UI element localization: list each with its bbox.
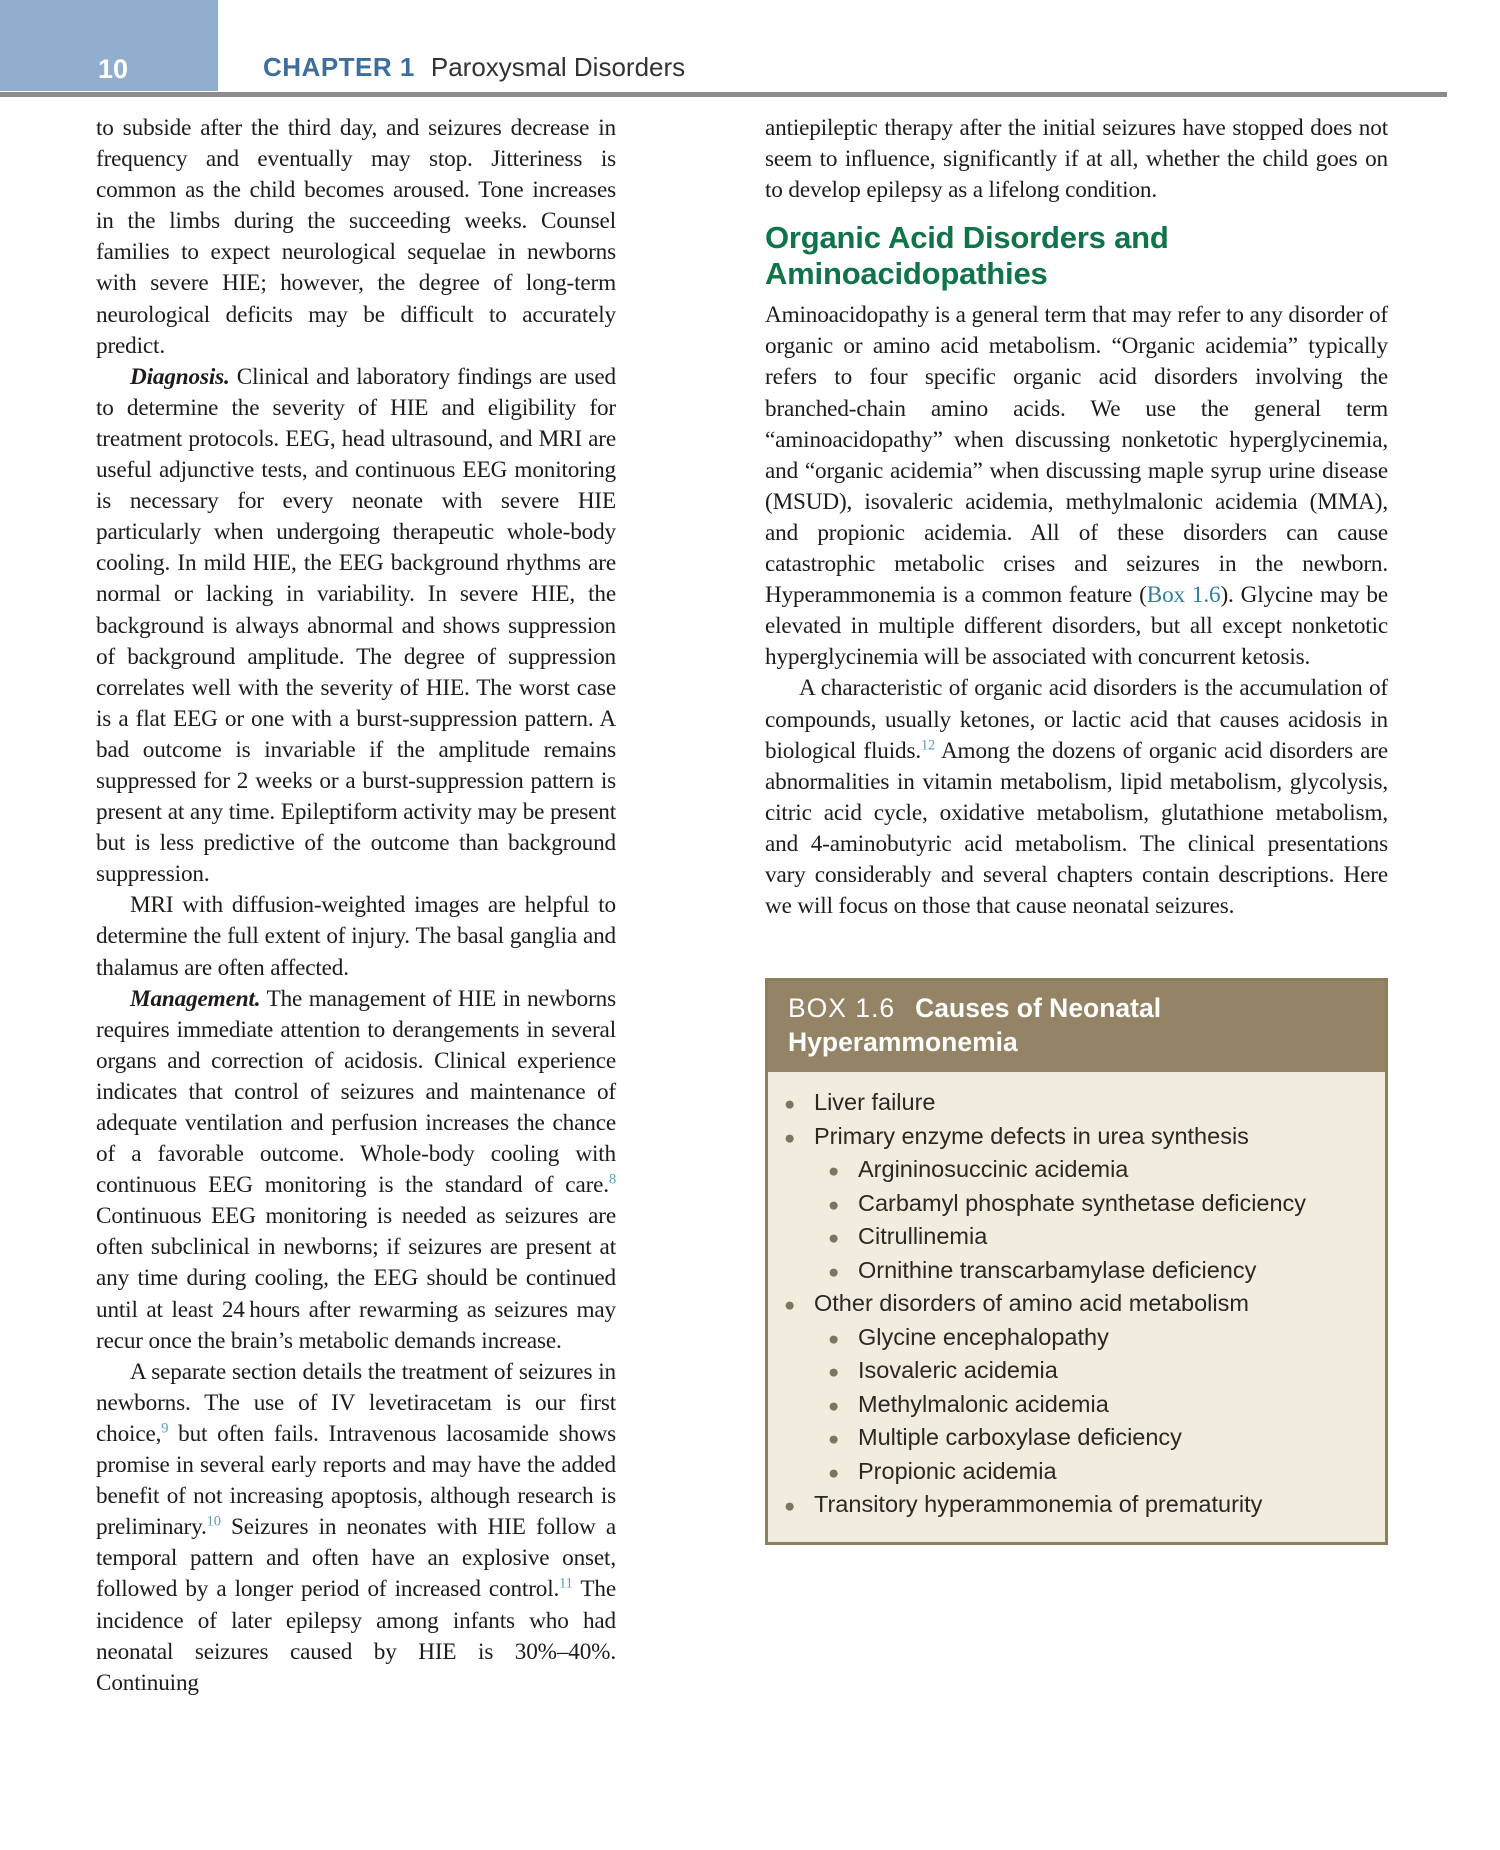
bullet-icon: ● xyxy=(784,1093,796,1115)
list-item xyxy=(768,1153,1369,1187)
paragraph-antiepileptic: antiepileptic therapy after the initial seizures have stopped does not seem to influence, significantly if at all, whether the child goes on to develop epilepsy as a lifelong condition. xyxy=(765,115,1388,204)
list-item xyxy=(768,1287,1369,1321)
box-1-6 xyxy=(765,978,1388,1545)
list-item-label: Argininosuccinic acidemia xyxy=(858,1156,1129,1183)
management-text-1: The management of HIE in newborns requires immediate attention to derangements in several organs and correction of acidosis. Clinical experience indicates that control of seizures and maintenance of adequate ventilation and perfusion increases the chance of a favorable outcome. Whole-body cooling with continuous EEG monitoring is the standard of care. xyxy=(96,985,616,1199)
paragraph-treatment xyxy=(96,1357,616,1699)
page-number-block xyxy=(0,0,218,91)
list-item xyxy=(768,1421,1369,1455)
running-header xyxy=(263,52,685,83)
bullet-icon: ● xyxy=(828,1260,840,1282)
list-item xyxy=(768,1488,1369,1522)
reference-11[interactable]: 11 xyxy=(559,1575,573,1592)
chapter-title: Paroxysmal Disorders xyxy=(430,52,686,82)
bullet-icon: ● xyxy=(828,1461,840,1483)
treatment-text-1: A separate section details the treatment of seizures in newborns. The use of IV levetiracetam is our first choice, xyxy=(96,1358,616,1447)
bullet-icon: ● xyxy=(828,1361,840,1383)
characteristic-text-2: Among the dozens of organic acid disorders are abnormalities in vitamin metabolism, lipid metabolism, glycolysis, citric acid cycle, oxidative metabolism, glutathione metabolism, and 4-aminobutyric acid metabolism. The clinical presentations vary considerably and several chapters contain descriptions. Here we will focus on those that cause neonatal seizures. xyxy=(765,737,1388,920)
chapter-label: CHAPTER 1 xyxy=(263,52,415,82)
management-text-2: Continuous EEG monitoring is needed as seizures are often subclinical in newborns; if seizures are present at any time during cooling, the EEG should be continued until at least 24 hours after rewarming as seizures may recur once the brain’s metabolic demands increase. xyxy=(96,1203,616,1354)
list-item-label: Glycine encephalopathy xyxy=(858,1323,1109,1350)
left-column xyxy=(96,113,616,1699)
bullet-icon: ● xyxy=(828,1428,840,1450)
box-title: Causes of Neonatal Hyperammonemia xyxy=(788,993,1162,1058)
list-item-label: Ornithine transcarbamylase deficiency xyxy=(858,1256,1257,1283)
list-item-label: Carbamyl phosphate synthetase deficiency xyxy=(858,1189,1307,1216)
bullet-icon: ● xyxy=(784,1126,796,1148)
bullet-icon: ● xyxy=(828,1193,840,1215)
reference-12[interactable]: 12 xyxy=(920,736,936,753)
box-label: BOX 1.6 xyxy=(788,993,896,1024)
paragraph-diagnosis xyxy=(96,362,616,891)
aminoacidopathy-text-2: ). Glycine may be elevated in multiple different disorders, but all except nonketotic hyperglycinemia will be associated with concurrent ketosis. xyxy=(765,582,1389,671)
list-item xyxy=(768,1220,1369,1254)
right-column xyxy=(765,113,1388,1545)
header-rule xyxy=(0,92,1447,97)
bullet-icon: ● xyxy=(828,1327,840,1349)
list-item-label: Other disorders of amino acid metabolism xyxy=(814,1290,1249,1317)
paragraph-continuation: to subside after the third day, and seizures decrease in frequency and eventually may stop. Jitteriness is common as the child becomes aroused. Tone increases in the limbs during the succeeding weeks. Counsel families to expect neurological sequelae in newborns with severe HIE; however, the degree of long-term neurological deficits may be difficult to accurately predict. xyxy=(96,115,616,359)
bullet-icon: ● xyxy=(784,1495,796,1517)
bullet-icon: ● xyxy=(828,1160,840,1182)
treatment-text-3: Seizures in neonates with HIE follow a temporal pattern and often have an explosive onset, followed by a longer period of increased control. xyxy=(96,1514,616,1603)
bullet-icon: ● xyxy=(828,1227,840,1249)
list-item xyxy=(768,1254,1369,1288)
treatment-text-4: The incidence of later epilepsy among infants who had neonatal seizures caused by HIE is 30%–40%. Continuing xyxy=(96,1576,616,1696)
list-item xyxy=(768,1354,1369,1388)
bullet-icon: ● xyxy=(828,1394,840,1416)
list-item-label: Isovaleric acidemia xyxy=(858,1357,1058,1384)
paragraph-aminoacidopathy xyxy=(765,300,1388,673)
reference-9[interactable]: 9 xyxy=(161,1420,169,1437)
list-item xyxy=(768,1455,1369,1489)
box-1-6-crossref-link[interactable]: Box 1.6 xyxy=(1146,582,1221,609)
aminoacidopathy-text-1: Aminoacidopathy is a general term that may refer to any disorder of organic or amino acid metabolism. “Organic acidemia” typically refers to four specific organic acid disorders involving the branched-chain amino acids. We use the general term “aminoacidopathy” when discussing nonketotic hyperglycinemia, and “organic acidemia” when discussing maple syrup urine disease (MSUD), isovaleric acidemia, methylmalonic acidemia (MMA), and propionic acidemia. All of these disorders can cause catastrophic metabolic crises and seizures in the newborn. Hyperammonemia is a common feature ( xyxy=(765,302,1388,609)
list-item-label: Propionic acidemia xyxy=(858,1457,1057,1484)
reference-10[interactable]: 10 xyxy=(206,1513,221,1530)
box-header xyxy=(768,981,1385,1072)
page-number: 10 xyxy=(98,54,129,84)
list-item-label: Multiple carboxylase deficiency xyxy=(858,1424,1182,1451)
list-item-label: Primary enzyme defects in urea synthesis xyxy=(814,1122,1249,1149)
list-item xyxy=(768,1120,1369,1154)
list-item xyxy=(768,1388,1369,1422)
list-item-label: Citrullinemia xyxy=(858,1223,988,1250)
list-item xyxy=(768,1187,1369,1221)
diagnosis-lead-in: Diagnosis. xyxy=(130,363,230,390)
bullet-icon: ● xyxy=(784,1294,796,1316)
list-item xyxy=(768,1086,1369,1120)
list-item-label: Liver failure xyxy=(814,1089,936,1116)
characteristic-text-1: A characteristic of organic acid disorders is the accumulation of compounds, usually ketones, or lactic acid that causes acidosis in biological fluids. xyxy=(765,675,1388,764)
list-item-label: Transitory hyperammonemia of prematurity xyxy=(814,1491,1263,1518)
section-heading-organic-acid: Organic Acid Disorders and Aminoacidopathies xyxy=(765,220,1169,292)
paragraph-characteristic xyxy=(765,673,1388,922)
paragraph-management xyxy=(96,984,616,1357)
list-item-label: Methylmalonic acidemia xyxy=(858,1390,1109,1417)
list-item xyxy=(768,1321,1369,1355)
diagnosis-text: Clinical and laboratory findings are used to determine the severity of HIE and eligibility for treatment protocols. EEG, head ultrasound, and MRI are useful adjunctive tests, and continuous EEG monitoring is necessary for every neonate with severe HIE particularly when undergoing therapeutic whole-body cooling. In mild HIE, the EEG background rhythms are normal or lacking in variability. In severe HIE, the background is always abnormal and shows suppression of background amplitude. The degree of suppression correlates well with the severity of HIE. The worst case is a flat EEG or one with a burst-suppression pattern. A bad outcome is invariable if the amplitude remains suppressed for 2 weeks or a burst-suppression pattern is present at any time. Epileptiform activity may be present but is less predictive of the outcome than background suppression. xyxy=(96,363,616,888)
reference-8[interactable]: 8 xyxy=(608,1171,616,1188)
treatment-text-2: but often fails. Intravenous lacosamide shows promise in several early reports and may have the added benefit of not increasing apoptosis, although research is preliminary. xyxy=(96,1420,616,1541)
box-list xyxy=(768,1072,1385,1542)
paragraph-mri: MRI with diffusion-weighted images are helpful to determine the full extent of injury. The basal ganglia and thalamus are often affected. xyxy=(96,892,616,981)
management-lead-in: Management. xyxy=(130,985,261,1012)
